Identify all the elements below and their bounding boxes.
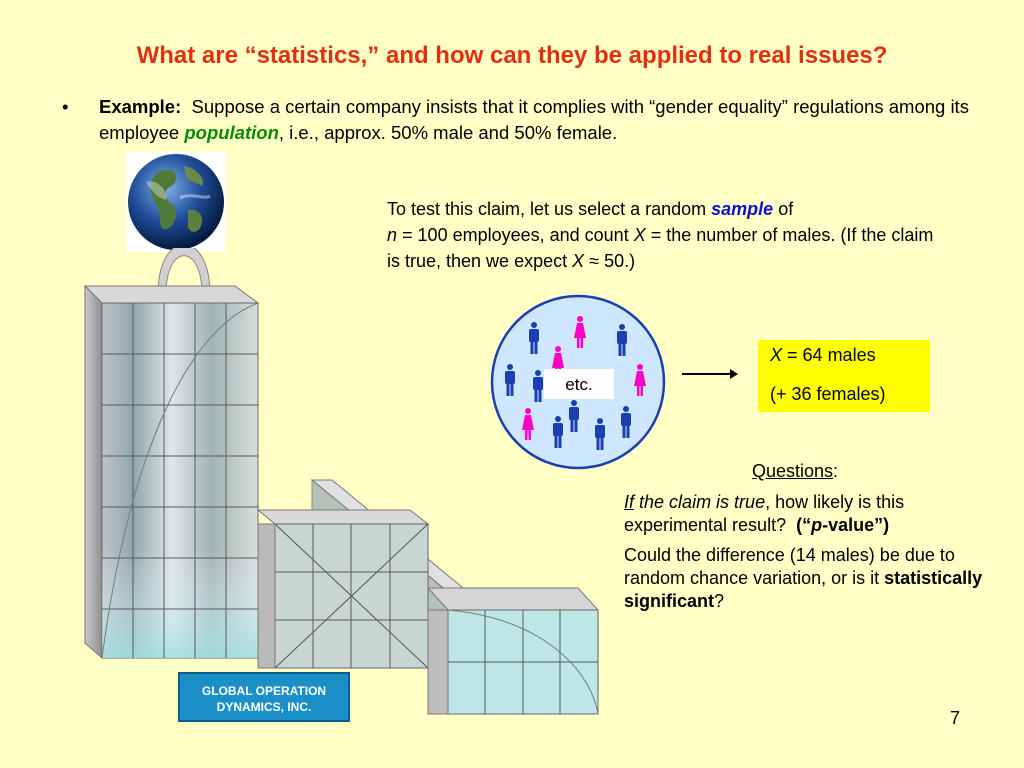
statistically-significant: statistically significant: [624, 568, 983, 611]
claim-text-4: = the number of males. (If the claim is true, then we expect: [387, 225, 934, 271]
claim-text-2: of: [778, 199, 794, 219]
globe-image: [126, 152, 226, 252]
example-text: [99, 94, 979, 146]
sample-term: sample: [711, 199, 774, 219]
etc-label: etc.: [565, 375, 593, 394]
questions-section: [624, 460, 994, 620]
result-box: [758, 340, 930, 412]
company-logo: [178, 672, 350, 722]
example-label: Example:: [99, 96, 182, 117]
p-value-open: (“: [796, 515, 812, 535]
right-arrow-icon: [680, 364, 740, 384]
p-value-label: [796, 515, 889, 535]
claim-text-3: = 100 employees, and count: [402, 225, 629, 245]
claim-text-1: To test this claim, let us select a random: [387, 199, 707, 219]
claim-text-5: 50.): [604, 251, 636, 271]
sample-circle: [488, 294, 668, 474]
q1-if: If: [624, 492, 635, 512]
approx-symbol: ≈: [589, 251, 600, 271]
result-x-symbol: X: [770, 345, 783, 365]
logo-line-2: DYNAMICS, INC.: [216, 700, 312, 714]
example-text-part1: Suppose a certain company insists that it complies with “gender equality” regulations among its employee: [99, 96, 969, 143]
questions-heading-text: Questions: [752, 461, 834, 481]
questions-heading: [624, 460, 994, 483]
questions-colon: :: [833, 461, 839, 481]
q1-text: , how likely is this experimental result?: [624, 492, 905, 535]
n-symbol: n: [387, 225, 398, 245]
q1-claim: the claim is true: [639, 492, 766, 512]
p-value-close: -value”): [822, 515, 890, 535]
logo-line-1: GLOBAL OPERATION: [201, 684, 327, 698]
page-number: 7: [950, 708, 961, 728]
x-symbol-2: X: [572, 251, 585, 271]
globe-icon: [126, 152, 226, 252]
result-females: (+ 36 females): [770, 384, 886, 404]
population-term: population: [184, 122, 279, 143]
bullet-marker: •: [62, 96, 69, 117]
x-symbol: X: [633, 225, 646, 245]
claim-paragraph: [387, 196, 947, 274]
question-2: [624, 544, 994, 613]
question-1: [624, 491, 994, 537]
q2-end: ?: [714, 591, 725, 611]
q2-text: Could the difference (14 males) be due to random chance variation, or is it: [624, 545, 955, 588]
result-males-text: = 64 males: [787, 345, 876, 365]
example-text-part2: , i.e., approx. 50% male and 50% female.: [278, 122, 618, 143]
slide-title: What are “statistics,” and how can they be applied to real issues?: [136, 42, 888, 69]
p-symbol: p: [811, 515, 823, 535]
result-males: [770, 345, 930, 366]
